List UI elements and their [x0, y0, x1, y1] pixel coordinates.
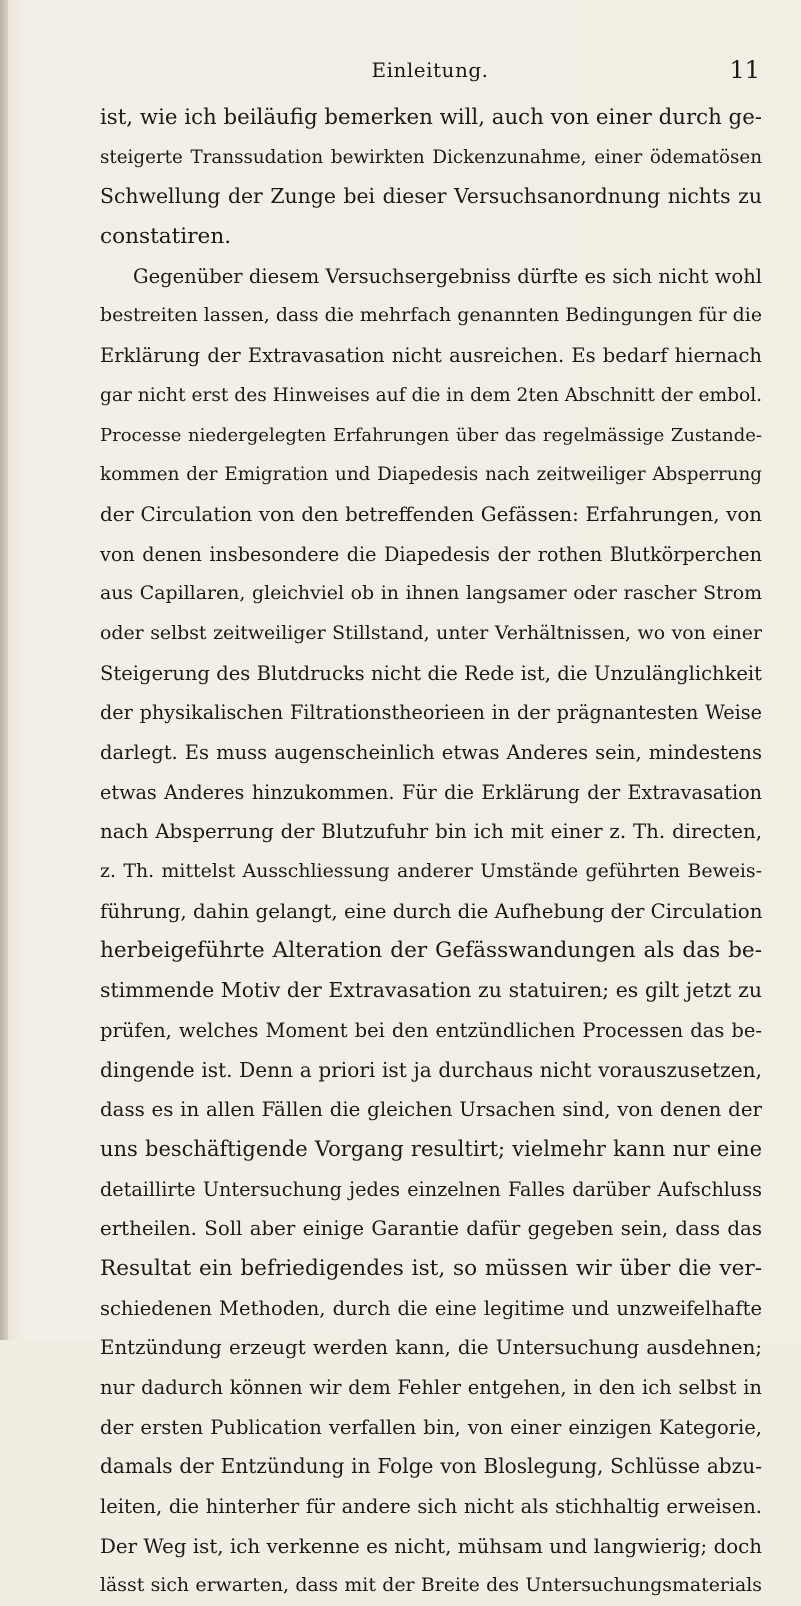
running-title: Einleitung.: [371, 58, 489, 82]
text-line: von denen insbesondere die Diapedesis der rothen Blutkörperchen: [100, 542, 762, 566]
text-line: steigerte Transsudation bewirkten Dickenzunahme, einer ödematösen: [100, 146, 762, 168]
text-line: ist, wie ich beiläufig bemerken will, auch von einer durch ge-: [100, 105, 762, 130]
text-line: ertheilen. Soll aber einige Garantie dafür gegeben sein, dass das: [100, 1217, 762, 1241]
text-line: dass es in allen Fällen die gleichen Ursachen sind, von denen der: [100, 1098, 762, 1122]
text-line: Gegenüber diesem Versuchsergebniss dürfte es sich nicht wohl: [133, 264, 762, 288]
text-line: prüfen, welches Moment bei den entzündlichen Processen das be-: [100, 1018, 762, 1042]
text-line: führung, dahin gelangt, eine durch die Aufhebung der Circulation: [100, 899, 762, 923]
page-number: 11: [729, 56, 760, 84]
text-line: etwas Anderes hinzukommen. Für die Erklärung der Extravasation: [100, 780, 762, 804]
text-line: gar nicht erst des Hinweises auf die in dem 2ten Abschnitt der embol.: [100, 384, 762, 406]
text-line: damals der Entzündung in Folge von Bloslegung, Schlüsse abzu-: [100, 1454, 762, 1479]
text-line: Schwellung der Zunge bei dieser Versuchsanordnung nichts zu: [100, 184, 762, 209]
text-line: Der Weg ist, ich verkenne es nicht, mühsam und langwierig; doch: [100, 1534, 762, 1558]
text-line: oder selbst zeitweiliger Stillstand, unter Verhältnissen, wo von einer: [100, 621, 762, 644]
text-line: bestreiten lassen, dass die mehrfach genannten Bedingungen für die: [100, 304, 762, 327]
text-line: z. Th. mittelst Ausschliessung anderer Umstände geführten Beweis-: [100, 860, 762, 883]
text-line: Erklärung der Extravasation nicht ausreichen. Es bedarf hiernach: [100, 344, 762, 368]
text-line: stimmende Motiv der Extravasation zu statuiren; es gilt jetzt zu: [100, 978, 762, 1003]
text-line: schiedenen Methoden, durch die eine legitime und unzweifelhafte: [100, 1296, 762, 1320]
text-line: Steigerung des Blutdrucks nicht die Rede ist, die Unzulänglichkeit: [100, 661, 762, 685]
text-line: nur dadurch können wir dem Fehler entgehen, in den ich selbst in: [100, 1376, 762, 1399]
text-line: Entzündung erzeugt werden kann, die Untersuchung ausdehnen;: [100, 1336, 762, 1360]
text-line: der physikalischen Filtrationstheorieen in der prägnantesten Weise: [100, 701, 762, 725]
text-line: Resultat ein befriedigendes ist, so müssen wir über die ver-: [100, 1255, 762, 1281]
text-line: leiten, die hinterher für andere sich nicht als stichhaltig erweisen.: [100, 1495, 762, 1519]
text-line: detaillirte Untersuchung jedes einzelnen Falles darüber Aufschluss: [100, 1177, 762, 1201]
text-line: constatiren.: [100, 224, 232, 250]
text-line: der ersten Publication verfallen bin, von einer einzigen Kategorie,: [100, 1415, 762, 1439]
text-line: dingende ist. Denn a priori ist ja durchaus nicht vorauszusetzen,: [100, 1057, 762, 1082]
text-line: uns beschäftigende Vorgang resultirt; vielmehr kann nur eine: [100, 1136, 762, 1161]
running-head: [100, 58, 760, 88]
text-line: Processe niedergelegten Erfahrungen über das regelmässige Zustande-: [100, 424, 762, 446]
text-line: herbeigeführte Alteration der Gefässwandungen als das be-: [100, 938, 762, 964]
text-line: aus Capillaren, gleichviel ob in ihnen langsamer oder rascher Strom: [100, 582, 762, 605]
text-line: lässt sich erwarten, dass mit der Breite des Untersuchungsmaterials: [100, 1574, 762, 1597]
text-line: der Circulation von den betreffenden Gefässen: Erfahrungen, von: [100, 502, 762, 526]
text-line: nach Absperrung der Blutzufuhr bin ich mit einer z. Th. directen,: [100, 820, 762, 844]
text-line: kommen der Emigration und Diapedesis nach zeitweiliger Absperrung: [100, 464, 762, 486]
text-line: darlegt. Es muss augenscheinlich etwas Anderes sein, mindestens: [100, 741, 762, 764]
body-text: [100, 98, 762, 1606]
binding-edge: [0, 0, 8, 1340]
